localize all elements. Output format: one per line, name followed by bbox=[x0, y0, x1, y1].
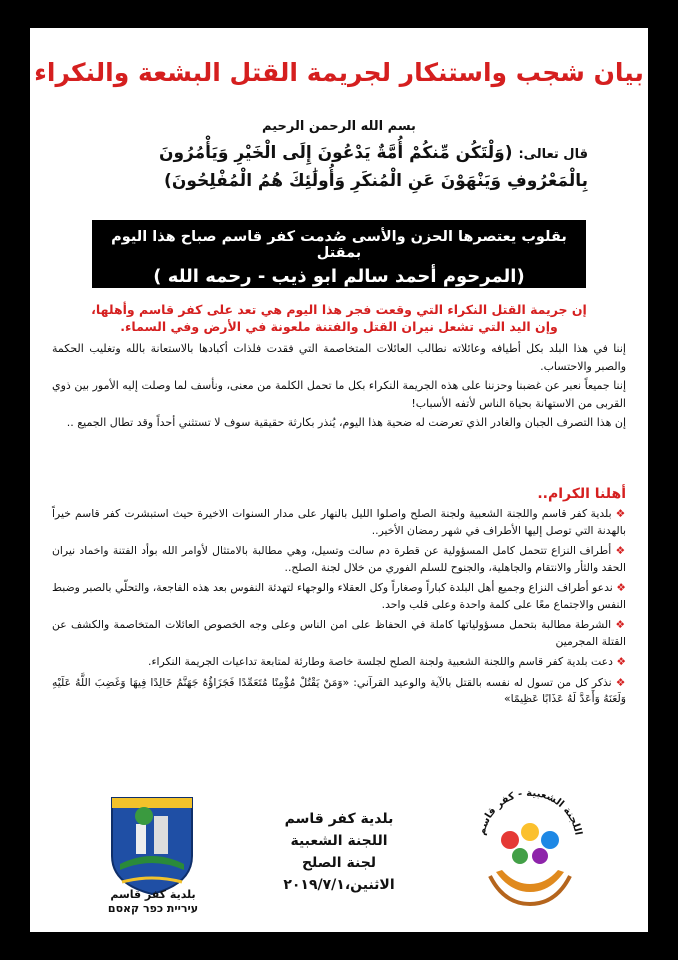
statement-page bbox=[30, 28, 648, 932]
condemnation-line-1: إن جريمة القتل النكراء التي وقعت فجر هذا اليوم هي تعد على كفر قاسم وأهلها، bbox=[91, 302, 587, 317]
diamond-bullet-icon: ❖ bbox=[615, 507, 626, 520]
paragraph: إن هذا التصرف الجبان والغادر الذي تعرضت له ضحية هذا اليوم، يُنذر بكارثة حقيقية سوف لا تستثني أحداً وقد تطال الجميع .. bbox=[66, 416, 626, 429]
basmala: بسم الله الرحمن الرحيم bbox=[262, 119, 416, 134]
logo-arc-text: اللجنة الشعبية - كفر قاسم bbox=[476, 787, 584, 837]
popular-committee-logo bbox=[470, 780, 590, 910]
diamond-bullet-icon: ❖ bbox=[615, 544, 627, 557]
signature-date: الاثنين،٢٠١٩/٧/١ bbox=[283, 877, 395, 893]
deceased-name: (المرحوم أحمد سالم ابو ذيب - رحمه الله ) bbox=[153, 266, 525, 287]
signature-line: لجنة الصلح bbox=[301, 855, 377, 871]
bullet-item: ❖ الشرطة مطالبة بتحمل مسؤولياتها كاملة في الحفاظ على امن الناس وعلى وجه الخصوص العائلات المتخاصمة والكشف عن القتلة المجرمين bbox=[52, 618, 626, 648]
condolence-line-1: بقلوب يعتصرها الحزن والأسى صُدمت كفر قاسم صباح هذا اليوم بمقتل bbox=[111, 229, 567, 261]
bullet-item: ❖ ندعو أطراف النزاع وجميع أهل البلدة كباراً وصغاراً وكل العقلاء والوجهاء لتهدئة النفوس بعد هذه الفاجعة، والتحلّي بالصبر وضبط النفس والاجتماع معًا على كلمة واحدة وعلى قلب واحد. bbox=[52, 581, 626, 611]
signature-line: اللجنة الشعبية bbox=[290, 833, 388, 849]
signature-block bbox=[230, 808, 448, 896]
diamond-bullet-icon: ❖ bbox=[615, 618, 626, 631]
signature-line: بلدية كفر قاسم bbox=[284, 811, 394, 827]
municipality-logo-caption: بلدية كفر قاسم עיריית כפר קאסם bbox=[107, 888, 199, 915]
diamond-bullet-icon: ❖ bbox=[616, 581, 626, 594]
body-paragraphs bbox=[52, 340, 626, 434]
bullet-item: ❖ أطراف النزاع تتحمل كامل المسؤولية عن قطرة دم سالت وتسيل، وهي مطالبة بالامتثال لأوامر الله بوأد الفتنة واخماد نيران الحقد والثأر والانتقام والجاهلية، والجنوح للسلم الفوري من خلال لجنة الصلح.. bbox=[52, 544, 627, 574]
verse-lead: قال تعالى: bbox=[518, 147, 588, 162]
condolence-box bbox=[92, 220, 586, 288]
diamond-bullet-icon: ❖ bbox=[616, 655, 626, 668]
quran-verse bbox=[90, 140, 588, 195]
bullet-item: ❖ دعت بلدية كفر قاسم واللجنة الشعبية ولجنة الصلح لجلسة خاصة وطارئة لمتابعة تداعيات الجريمة النكراء. bbox=[148, 655, 626, 668]
paragraph: إننا في هذا البلد بكل أطيافه وعائلاته نطالب العائلات المتخاصمة التي فقدت فلذات أكبادها بالاستعانة بالله وتغليب الحكمة والصبر والاحتساب. bbox=[52, 342, 626, 373]
bullet-list bbox=[52, 506, 626, 712]
condemnation-text bbox=[70, 301, 608, 335]
verse-text: (وَلْتَكُن مِّنكُمْ أُمَّةٌ يَدْعُونَ إِلَى الْخَيْرِ وَيَأْمُرُونَ بِالْمَعْرُوفِ وَيَنْهَوْنَ عَنِ الْمُنكَرِ وَأُولَٰئِكَ هُمُ الْمُفْلِحُونَ) bbox=[158, 143, 588, 191]
diamond-bullet-icon: ❖ bbox=[615, 675, 626, 689]
paragraph: إننا جميعاً نعبر عن غضبنا وحزننا على هذه الجريمة النكراء بكل ما تحمل الكلمة من معنى، ونأسف لما وصلت إليه الأمور بين ذوي القربى من الاستهانة بحياة الناس لأتفه الأسباب! bbox=[52, 379, 626, 410]
condemnation-line-2: وإن اليد التي تشعل نيران القتل والفتنة ملعونة في الأرض وفي السماء. bbox=[120, 319, 558, 334]
bullet-item: ❖ نذكر كل من تسول له نفسه بالقتل بالآية والوعيد القرآني: «وَمَنْ يَقْتُلْ مُؤْمِنًا مُتَعَمِّدًا فَجَزَاؤُهُ جَهَنَّمُ خَالِدًا فِيهَا وَغَضِبَ اللَّهُ عَلَيْهِ وَلَعَنَهُ وَأَعَدَّ لَهُ عَذَابًا عَظِيمًا» bbox=[52, 675, 626, 705]
bullet-item: ❖ بلدية كفر قاسم واللجنة الشعبية ولجنة الصلح واصلوا الليل بالنهار على مدار السنوات الاخيرة حيث استبشرت كفر قاسم خيراً بالهدنة التي توصل إليها الأطراف في شهر رمضان الأخير.. bbox=[52, 507, 626, 537]
statement-title: بيان شجب واستنكار لجريمة القتل البشعة والنكراء bbox=[34, 58, 644, 87]
section-heading: أهلنا الكرام.. bbox=[537, 486, 626, 502]
